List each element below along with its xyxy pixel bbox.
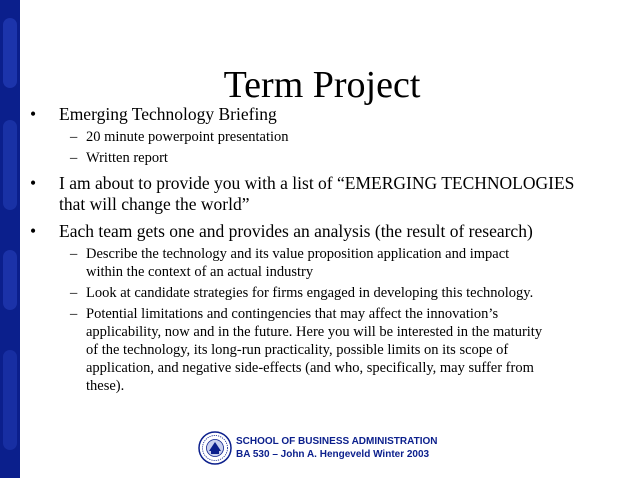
bullet-marker: • bbox=[30, 221, 37, 241]
slide-footer bbox=[198, 430, 458, 466]
bullet-marker: • bbox=[30, 173, 37, 193]
sub-bullet-line: application, and negative side-effects (and who, specifically, may suffer from bbox=[86, 360, 534, 376]
bullet-text-line: that will change the world” bbox=[59, 194, 250, 214]
side-bar-streak bbox=[3, 350, 17, 450]
dash-marker: – bbox=[70, 306, 78, 322]
bullet-text-line: I am about to provide you with a list of “EMERGING TECHNOLOGIES bbox=[59, 173, 575, 193]
footer-course-info: BA 530 – John A. Hengeveld Winter 2003 bbox=[236, 449, 430, 460]
side-bar-streak bbox=[3, 18, 17, 88]
sub-bullet-line: of the technology, its long-run practicality, possible limits on its scope of bbox=[86, 342, 509, 358]
footer-school-name: SCHOOL OF BUSINESS ADMINISTRATION bbox=[236, 436, 438, 447]
bullet-item bbox=[30, 104, 620, 125]
side-bar-streak bbox=[3, 250, 17, 310]
sub-bullet-item bbox=[30, 128, 620, 146]
sub-bullet-item bbox=[30, 149, 620, 167]
footer-text bbox=[236, 435, 438, 461]
sub-bullet-item bbox=[30, 245, 620, 281]
sub-bullet-item bbox=[30, 284, 620, 302]
bullet-text: Each team gets one and provides an analysis (the result of research) bbox=[59, 221, 533, 241]
decorative-side-bar bbox=[0, 0, 20, 478]
sub-bullet-line: Describe the technology and its value proposition application and impact bbox=[86, 246, 510, 262]
sub-bullet-text: Written report bbox=[86, 150, 168, 166]
sub-bullet-line: applicability, now and in the future. Here you will be interested in the maturity bbox=[86, 324, 543, 340]
sub-bullet-text: 20 minute powerpoint presentation bbox=[86, 129, 289, 145]
bullet-item bbox=[30, 221, 620, 242]
sub-bullet-line: Look at candidate strategies for firms engaged in developing this technology. bbox=[86, 285, 534, 301]
university-seal-icon bbox=[198, 431, 232, 465]
sub-bullet-item bbox=[30, 305, 620, 395]
slide-content bbox=[30, 104, 620, 395]
bullet-item bbox=[30, 173, 620, 215]
slide-title: Term Project bbox=[223, 64, 421, 106]
dash-marker: – bbox=[70, 246, 78, 262]
sub-bullet-line: Potential limitations and contingencies that may affect the innovation’s bbox=[86, 306, 499, 322]
sub-bullet-line: these). bbox=[86, 378, 125, 394]
side-bar-streak bbox=[3, 120, 17, 210]
dash-marker: – bbox=[70, 150, 78, 166]
bullet-marker: • bbox=[30, 104, 37, 124]
dash-marker: – bbox=[70, 285, 78, 301]
sub-bullet-line: within the context of an actual industry bbox=[86, 264, 314, 280]
dash-marker: – bbox=[70, 129, 78, 145]
bullet-text: Emerging Technology Briefing bbox=[59, 104, 277, 124]
